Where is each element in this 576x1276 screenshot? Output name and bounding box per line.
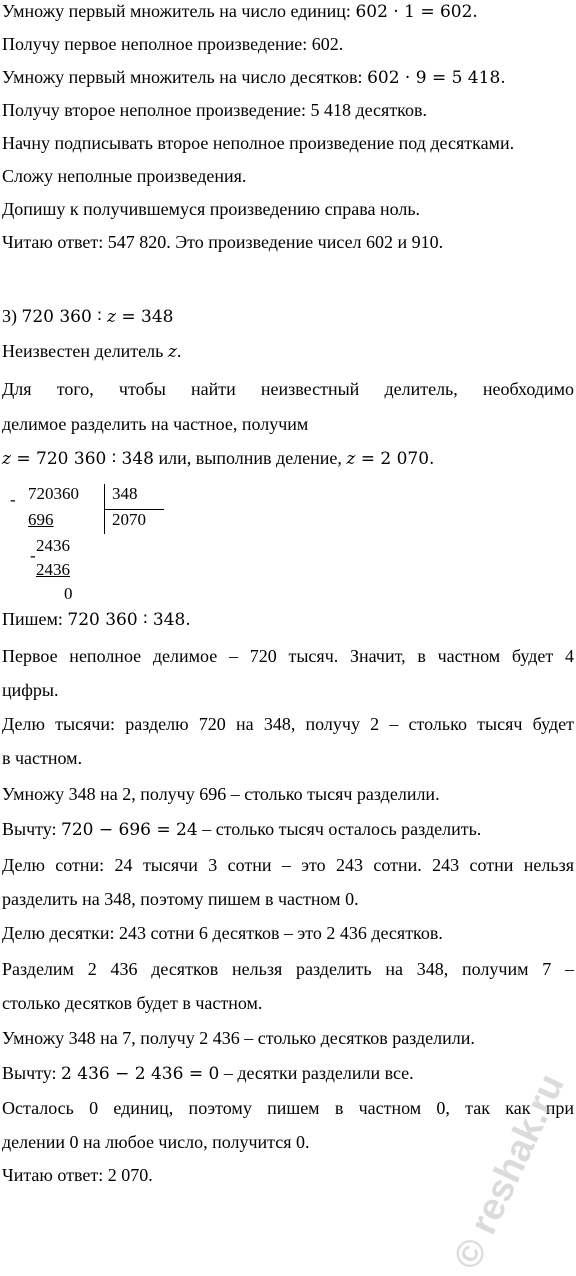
watermark-label: reshak.ru — [462, 1067, 574, 1241]
math-variable: z — [167, 342, 177, 362]
text-line: Получу первое неполное произведение: 602. — [2, 34, 344, 54]
text-line-part: Вычту: — [2, 819, 62, 839]
task-heading — [2, 305, 174, 328]
text-line — [2, 0, 478, 23]
math-expression: 2 436 − 2 436 = 0 — [61, 1064, 220, 1084]
math-expression: 602 · 9 = 5 418. — [367, 68, 506, 88]
text-line: Делю десятки: 243 сотни 6 десятков – это 2 436 десятков. — [2, 923, 443, 943]
text-line: Разделим 2 436 десятков нельзя разделить на 348, получим 7 – — [2, 959, 574, 979]
final-remainder: 0 — [64, 584, 73, 603]
text-line: Читаю ответ: 2 070. — [2, 1165, 153, 1185]
math-variable: z — [346, 449, 356, 469]
text-line-part: – десятки разделили все. — [219, 1063, 414, 1083]
text-line-part: Неизвестен делитель — [2, 341, 168, 361]
text-line: столько десятков будет в частном. — [2, 993, 263, 1013]
long-division — [0, 484, 200, 604]
text-line-part: Пишем: — [2, 609, 68, 629]
text-line: Делю тысячи: разделю 720 на 348, получу 2 – столько тысяч будет — [2, 714, 574, 734]
text-line — [2, 340, 181, 363]
text-line-part: Вычту: — [2, 1063, 62, 1083]
text-line — [2, 1062, 414, 1085]
text-line: Умножу 348 на 7, получу 2 436 – столько десятков разделили. — [2, 1028, 475, 1048]
text-line — [2, 447, 434, 470]
minus-sign: - — [30, 546, 36, 565]
first-remainder: 2436 — [36, 536, 70, 555]
math-expression: = 348 — [116, 307, 174, 327]
text-line: делении 0 на любое число, получится 0. — [2, 1132, 310, 1152]
text-line: Допишу к получившемуся произведению справа ноль. — [2, 199, 421, 219]
text-line: Читаю ответ: 547 820. Это произведение чисел 602 и 910. — [2, 232, 444, 252]
text-line — [2, 66, 506, 89]
text-line: Первое неполное делимое – 720 тысяч. Значит, в частном будет 4 — [2, 646, 574, 666]
second-subtrahend: 2436 — [36, 560, 70, 579]
task-number: 3) — [2, 306, 22, 326]
text-line-part: – столько тысяч осталось разделить. — [197, 819, 482, 839]
text-line: Получу второе неполное произведение: 5 418 десятков. — [2, 100, 428, 120]
text-line: Для того, чтобы найти неизвестный делитель, необходимо — [2, 379, 574, 399]
first-subtrahend: 696 — [28, 510, 54, 529]
text-line-part: . — [176, 341, 182, 361]
divisor: 348 — [112, 484, 138, 503]
math-expression: = 720 360 ∶ 348 — [10, 449, 154, 469]
text-line-part: Умножу первый множитель на число единиц: — [2, 1, 356, 21]
math-expression: = 2 070. — [355, 449, 435, 469]
quotient: 2070 — [112, 510, 146, 529]
dividend: 720360 — [28, 484, 79, 503]
minus-sign: - — [10, 490, 16, 509]
text-line: разделить на 348, поэтому пишем в частном 0. — [2, 889, 359, 909]
text-line — [2, 818, 481, 841]
math-variable: z — [107, 307, 116, 327]
text-line-part: Умножу первый множитель на число десятков: — [2, 67, 368, 87]
text-line: Умножу 348 на 2, получу 696 – столько тысяч разделили. — [2, 784, 440, 804]
text-line: цифры. — [2, 680, 59, 700]
text-line: делимое разделить на частное, получим — [2, 414, 309, 434]
math-expression: 720 − 696 = 24 — [61, 820, 198, 840]
text-line: Осталось 0 единиц, поэтому пишем в частном 0, так как при — [2, 1098, 574, 1118]
text-line-part: или, выполнив деление, — [154, 448, 347, 468]
text-line: Начну подписывать второе неполное произведение под десятками. — [2, 133, 515, 153]
math-expression: 720 360 ∶ 348. — [67, 610, 191, 630]
text-line: Сложу неполные произведения. — [2, 166, 247, 186]
text-line: в частном. — [2, 748, 83, 768]
text-line — [2, 608, 191, 631]
math-expression: 720 360 ∶ — [21, 307, 108, 327]
math-variable: z — [2, 449, 11, 469]
math-expression: 602 · 1 = 602. — [355, 2, 478, 22]
text-line: Делю сотни: 24 тысячи 3 сотни – это 243 сотни. 243 сотни нельзя — [2, 855, 574, 875]
copyright-icon: © — [446, 1232, 497, 1276]
